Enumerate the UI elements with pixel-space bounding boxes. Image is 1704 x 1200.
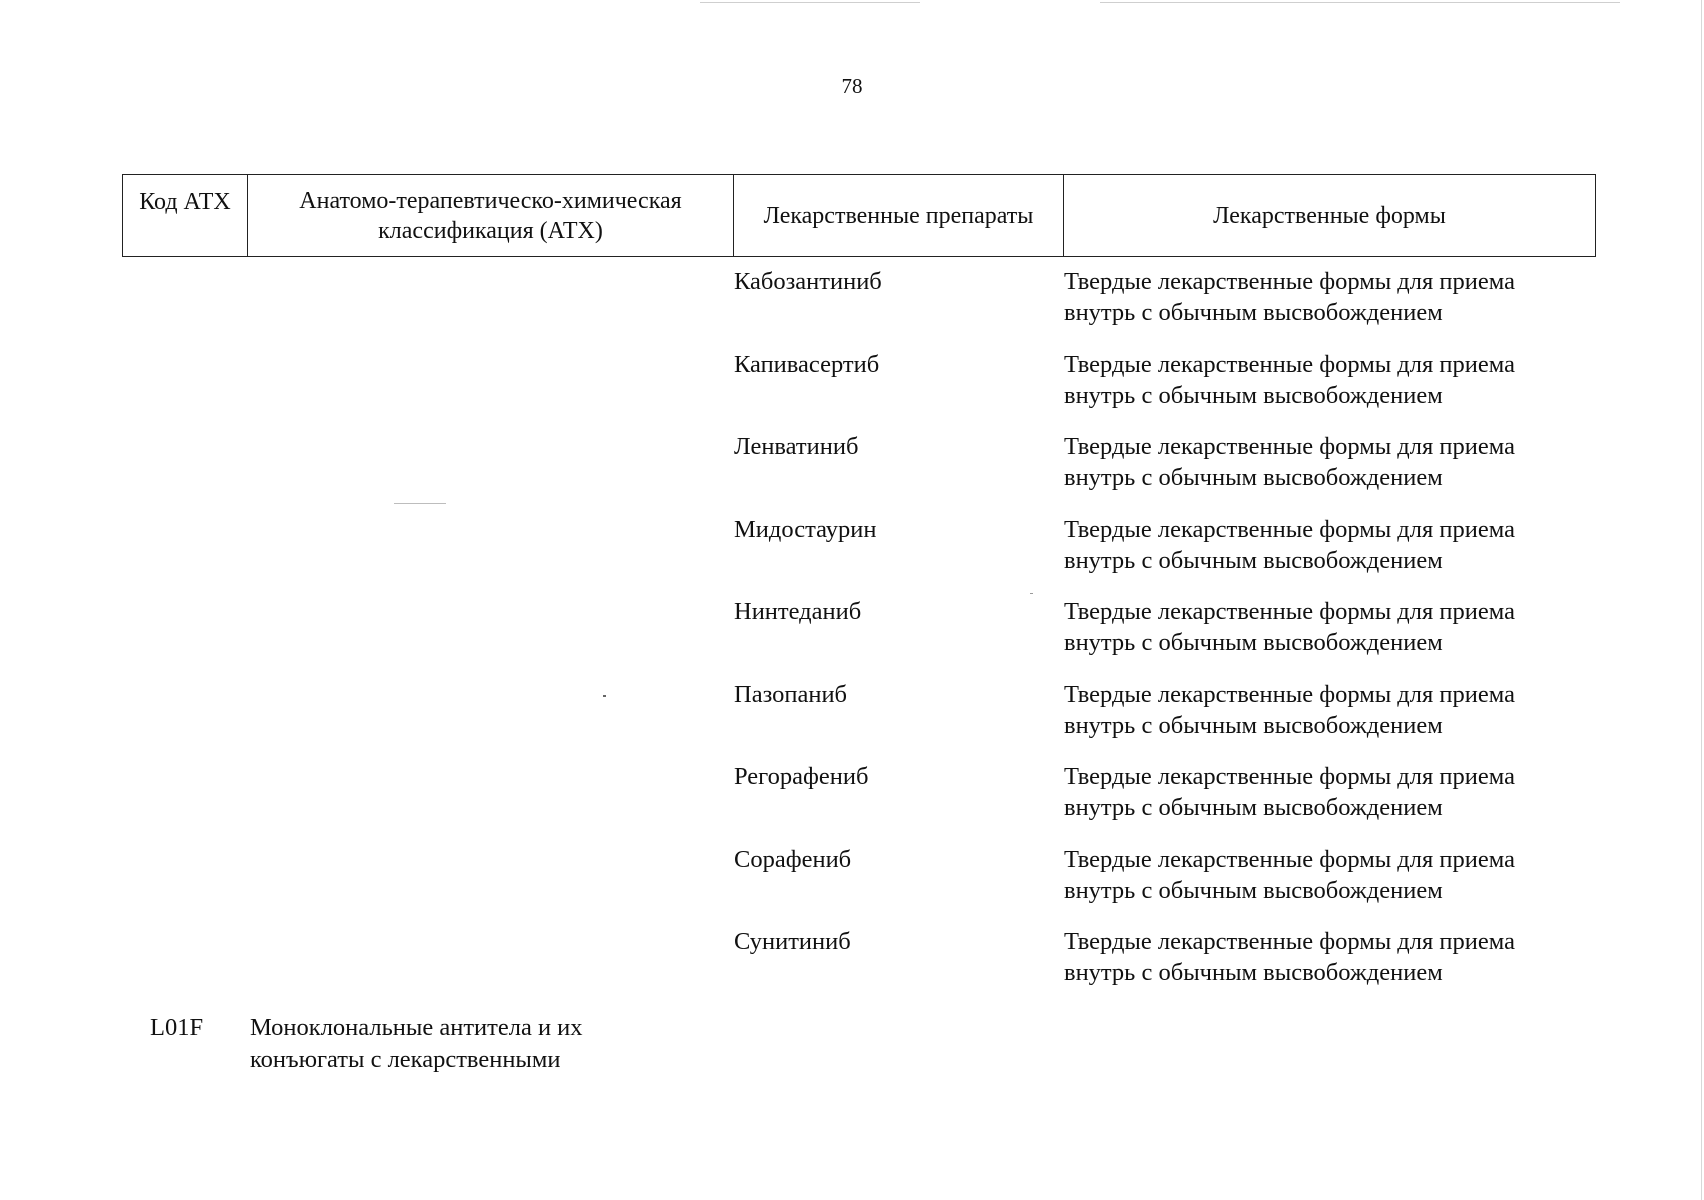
table-header: [122, 174, 1596, 257]
scan-artifact: [700, 2, 920, 3]
atc-code: L01F: [150, 1014, 204, 1041]
drug-name: Нинтеданиб: [734, 598, 862, 625]
dosage-form: Твердые лекарственные формы для приема внутрь с обычным высвобождением: [1064, 433, 1515, 491]
drug-name: Сорафениб: [734, 845, 852, 873]
header-classification: Анатомо-терапевтическо-химическая классификация (АТХ): [248, 175, 734, 257]
table-row: [0, 514, 1704, 597]
drug-name: Сунитиниб: [734, 928, 851, 955]
scan-artifact: [1030, 593, 1033, 594]
table-row: [0, 596, 1704, 679]
drug-name: Ленватиниб: [734, 433, 859, 460]
dosage-form: Твердые лекарственные формы для приема внутрь с обычным высвобождением: [1064, 680, 1515, 739]
scan-artifact: [603, 695, 606, 697]
header-forms: Лекарственные формы: [1064, 175, 1596, 257]
scan-artifact: [394, 503, 446, 504]
table-body: [0, 266, 1704, 1009]
drug-name: Мидостаурин: [734, 515, 877, 543]
table-row: [0, 349, 1704, 432]
header-drugs: Лекарственные препараты: [734, 175, 1064, 257]
table-row: [0, 761, 1704, 844]
atc-classification: Моноклональные антитела и их конъюгаты с лекарственными: [250, 1014, 583, 1073]
drug-name: Капивасертиб: [734, 350, 880, 378]
drug-name: Кабозантиниб: [734, 268, 882, 295]
drug-name: Пазопаниб: [734, 680, 848, 708]
table-row: [0, 844, 1704, 927]
table-row: [0, 266, 1704, 349]
header-row: [123, 175, 1596, 257]
dosage-form: Твердые лекарственные формы для приема внутрь с обычным высвобождением: [1064, 515, 1515, 574]
dosage-form: Твердые лекарственные формы для приема внутрь с обычным высвобождением: [1064, 598, 1515, 656]
table-row: [0, 926, 1704, 1009]
page-number: 78: [841, 74, 863, 98]
dosage-form: Твердые лекарственные формы для приема внутрь с обычным высвобождением: [1064, 928, 1515, 986]
table-row: [0, 431, 1704, 514]
scan-artifact: [1701, 0, 1702, 1200]
drug-name: Регорафениб: [734, 763, 869, 790]
dosage-form: Твердые лекарственные формы для приема внутрь с обычным высвобождением: [1064, 268, 1515, 326]
dosage-form: Твердые лекарственные формы для приема внутрь с обычным высвобождением: [1064, 350, 1515, 409]
scan-artifact: [1100, 2, 1620, 3]
table-row: [0, 679, 1704, 762]
dosage-form: Твердые лекарственные формы для приема внутрь с обычным высвобождением: [1064, 763, 1515, 821]
dosage-form: Твердые лекарственные формы для приема внутрь с обычным высвобождением: [1064, 845, 1515, 904]
header-code: Код АТХ: [123, 175, 248, 257]
